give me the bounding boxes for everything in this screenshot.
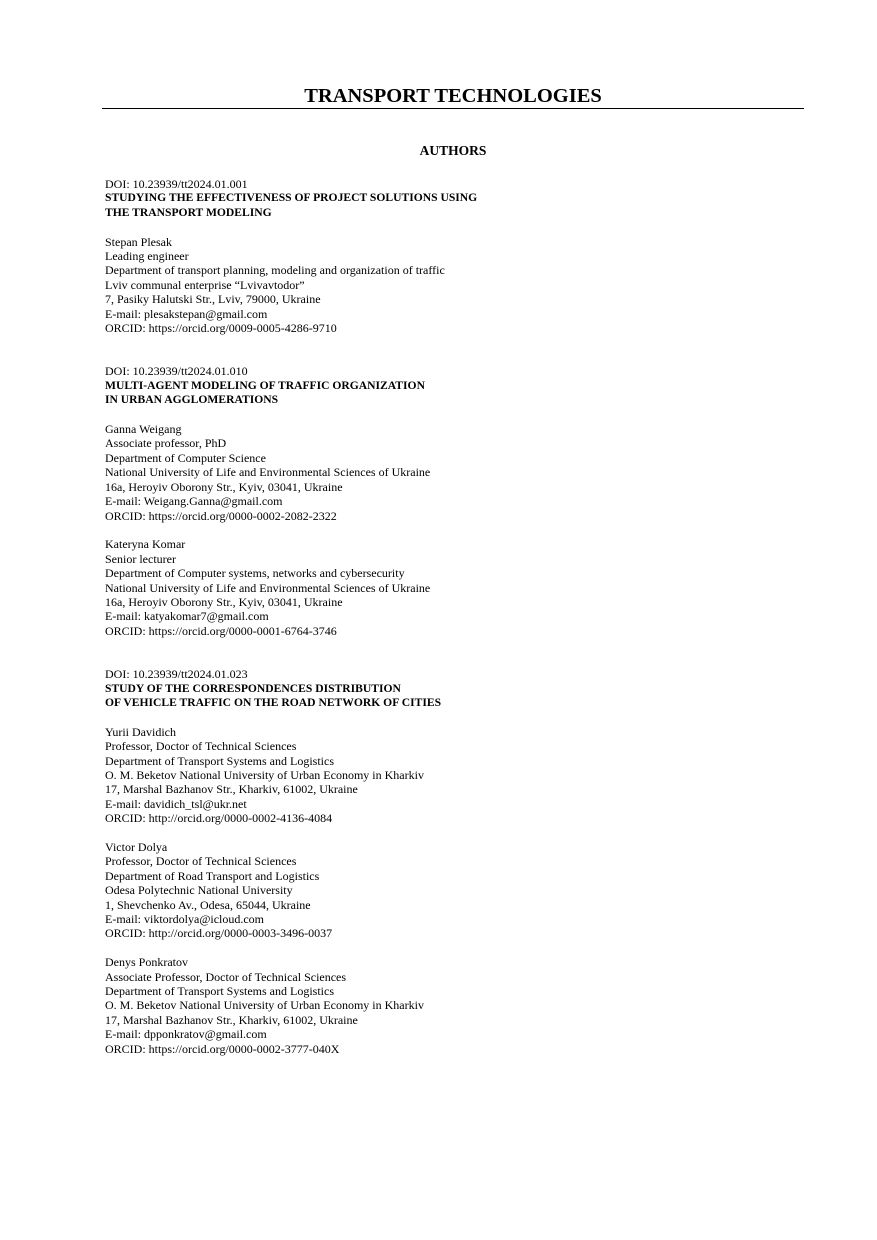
section-heading: AUTHORS xyxy=(419,143,487,158)
author-name: Kateryna Komar xyxy=(105,537,186,552)
article-title-line: STUDY OF THE CORRESPONDENCES DISTRIBUTION xyxy=(105,681,401,695)
article-title-line: MULTI-AGENT MODELING OF TRAFFIC ORGANIZATION xyxy=(105,378,425,392)
author-email: E-mail: davidich_tsl@ukr.net xyxy=(105,796,247,811)
article-doi: DOI: 10.23939/tt2024.01.001 xyxy=(105,177,248,191)
author-block xyxy=(105,537,805,638)
author-organization: Odesa Polytechnic National University xyxy=(105,883,293,898)
author-email: E-mail: viktordolya@icloud.com xyxy=(105,912,265,927)
author-department: Department of Transport Systems and Logistics xyxy=(105,984,334,999)
author-organization: Lviv communal enterprise “Lvivavtodor” xyxy=(105,277,305,292)
articles-list xyxy=(105,177,805,1056)
author-name: Denys Ponkratov xyxy=(105,955,188,970)
author-name: Stepan Plesak xyxy=(105,234,172,249)
article-doi: DOI: 10.23939/tt2024.01.010 xyxy=(105,364,248,379)
author-organization: O. M. Beketov National University of Urban Economy in Kharkiv xyxy=(105,767,424,782)
author-position: Associate professor, PhD xyxy=(105,436,227,451)
author-position: Leading engineer xyxy=(105,249,189,264)
author-name: Victor Dolya xyxy=(105,839,168,854)
author-email: E-mail: dpponkratov@gmail.com xyxy=(105,1027,267,1042)
article-entry xyxy=(105,177,805,335)
author-position: Professor, Doctor of Technical Sciences xyxy=(105,739,297,754)
author-address: 16a, Heroyiv Oborony Str., Kyiv, 03041, Ukraine xyxy=(105,479,343,494)
author-position: Senior lecturer xyxy=(105,551,176,566)
author-organization: O. M. Beketov National University of Urban Economy in Kharkiv xyxy=(105,998,424,1013)
author-orcid: ORCID: http://orcid.org/0000-0003-3496-0037 xyxy=(105,926,333,941)
author-orcid: ORCID: https://orcid.org/0000-0001-6764-3746 xyxy=(105,623,337,638)
author-department: Department of Computer systems, networks and cybersecurity xyxy=(105,566,405,581)
author-orcid: ORCID: https://orcid.org/0000-0002-3777-040X xyxy=(105,1041,340,1056)
author-address: 16a, Heroyiv Oborony Str., Kyiv, 03041, Ukraine xyxy=(105,594,343,609)
article-title-line: STUDYING THE EFFECTIVENESS OF PROJECT SOLUTIONS USING xyxy=(105,191,478,205)
author-orcid: ORCID: http://orcid.org/0000-0002-4136-4084 xyxy=(105,811,333,826)
author-address: 7, Pasiky Halutski Str., Lviv, 79000, Ukraine xyxy=(105,292,321,307)
article-title-line: IN URBAN AGGLOMERATIONS xyxy=(105,393,279,407)
author-organization: National University of Life and Environmental Sciences of Ukraine xyxy=(105,465,431,480)
author-block xyxy=(105,955,805,1056)
author-address: 17, Marshal Bazhanov Str., Kharkiv, 61002, Ukraine xyxy=(105,782,358,797)
author-orcid: ORCID: https://orcid.org/0000-0002-2082-2322 xyxy=(105,508,337,523)
author-block xyxy=(105,235,805,336)
author-name: Ganna Weigang xyxy=(105,422,182,437)
author-email: E-mail: Weigang.Ganna@gmail.com xyxy=(105,494,283,509)
author-email: E-mail: plesakstepan@gmail.com xyxy=(105,306,268,321)
author-address: 17, Marshal Bazhanov Str., Kharkiv, 61002, Ukraine xyxy=(105,1012,358,1027)
author-address: 1, Shevchenko Av., Odesa, 65044, Ukraine xyxy=(105,897,311,912)
author-position: Professor, Doctor of Technical Sciences xyxy=(105,854,297,869)
author-organization: National University of Life and Environmental Sciences of Ukraine xyxy=(105,580,431,595)
article-doi: DOI: 10.23939/tt2024.01.023 xyxy=(105,667,248,682)
author-orcid: ORCID: https://orcid.org/0009-0005-4286-9710 xyxy=(105,321,337,336)
author-email: E-mail: katyakomar7@gmail.com xyxy=(105,609,269,624)
author-department: Department of Transport Systems and Logistics xyxy=(105,753,334,768)
article-title-line: OF VEHICLE TRAFFIC ON THE ROAD NETWORK OF CITIES xyxy=(105,695,442,709)
author-block xyxy=(105,725,805,826)
author-block xyxy=(105,840,805,941)
author-department: Department of Computer Science xyxy=(105,450,266,465)
author-block xyxy=(105,422,805,523)
title-divider xyxy=(102,108,804,109)
author-department: Department of Road Transport and Logistics xyxy=(105,868,320,883)
author-position: Associate Professor, Doctor of Technical Sciences xyxy=(105,969,347,984)
article-entry xyxy=(105,364,805,638)
journal-title: TRANSPORT TECHNOLOGIES xyxy=(304,85,602,107)
author-name: Yurii Davidich xyxy=(105,724,176,739)
article-entry xyxy=(105,667,805,1056)
author-department: Department of transport planning, modeling and organization of traffic xyxy=(105,263,445,278)
article-title-line: THE TRANSPORT MODELING xyxy=(105,205,272,219)
